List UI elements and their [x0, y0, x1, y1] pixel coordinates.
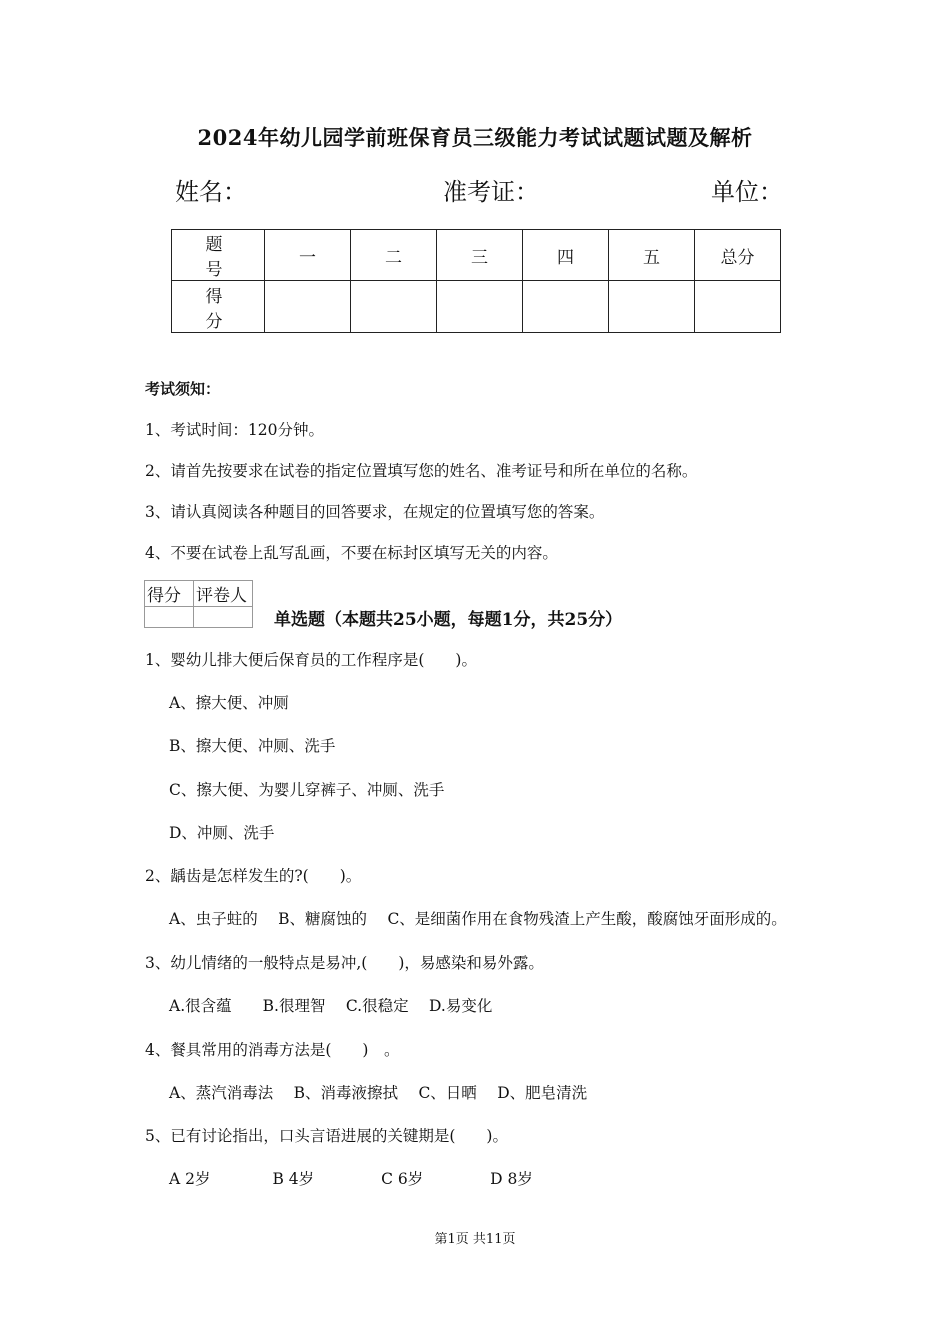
score-input-cell[interactable]: [437, 281, 523, 333]
score-input-cell[interactable]: [695, 281, 781, 333]
question-stem: 1、婴幼儿排大便后保育员的工作程序是( )。: [145, 651, 477, 669]
question-option: B、擦大便、冲厕、洗手: [169, 737, 336, 755]
exam-id-field-label: 准考证：: [443, 178, 539, 206]
notice-item: 1、考试时间：120分钟。: [145, 421, 324, 439]
notice-item: 4、不要在试卷上乱写乱画，不要在标封区填写无关的内容。: [145, 544, 558, 562]
score-table: [171, 229, 781, 333]
score-table-header-label: 题 号: [172, 230, 265, 281]
grader-score-cell[interactable]: [145, 607, 194, 628]
section-title: 单选题（本题共25小题，每题1分，共25分）: [274, 610, 623, 630]
question-options-line: A 2岁 B 4岁 C 6岁 D 8岁: [169, 1170, 533, 1188]
question-options-line: A.很含蕴 B.很理智 C.很稳定 D.易变化: [169, 997, 493, 1015]
page-footer: 第1页 共11页: [434, 1232, 516, 1247]
question-stem: 4、餐具常用的消毒方法是( ) 。: [145, 1041, 400, 1059]
grader-score-label: 得分: [145, 581, 194, 607]
score-table-header-cell: 总分: [695, 230, 781, 281]
question-stem: 3、幼儿情绪的一般特点是易冲,( )，易感染和易外露。: [145, 954, 544, 972]
question-option: D、冲厕、洗手: [169, 824, 275, 842]
question-stem: 5、已有讨论指出，口头言语进展的关键期是( )。: [145, 1127, 508, 1145]
document-title: 2024年幼儿园学前班保育员三级能力考试试题试题及解析: [197, 125, 753, 150]
score-table-header-cell: 一: [265, 230, 351, 281]
score-table-header-cell: 二: [351, 230, 437, 281]
notice-item: 3、请认真阅读各种题目的回答要求，在规定的位置填写您的答案。: [145, 503, 605, 521]
score-input-cell[interactable]: [351, 281, 437, 333]
score-table-header-cell: 三: [437, 230, 523, 281]
score-table-header-row: [172, 230, 781, 281]
name-field-label: 姓名：: [175, 178, 247, 206]
score-input-cell[interactable]: [523, 281, 609, 333]
score-table-score-row: [172, 281, 781, 333]
question-options-line: A、蒸汽消毒法 B、消毒液擦拭 C、日晒 D、肥皂清洗: [169, 1084, 588, 1102]
score-table-row-label: 得 分: [172, 281, 265, 333]
score-table-header-cell: 五: [609, 230, 695, 281]
question-option: C、擦大便、为婴儿穿裤子、冲厕、洗手: [169, 781, 445, 799]
notice-item: 2、请首先按要求在试卷的指定位置填写您的姓名、准考证号和所在单位的名称。: [145, 462, 698, 480]
grader-reviewer-cell[interactable]: [194, 607, 253, 628]
question-options-line: A、虫子蛀的 B、糖腐蚀的 C、是细菌作用在食物残渣上产生酸，酸腐蚀牙面形成的。: [169, 910, 787, 928]
score-table-header-cell: 四: [523, 230, 609, 281]
grader-reviewer-label: 评卷人: [194, 581, 253, 607]
question-stem: 2、龋齿是怎样发生的?( )。: [145, 867, 362, 885]
question-option: A、擦大便、冲厕: [169, 694, 289, 712]
score-input-cell[interactable]: [609, 281, 695, 333]
grader-box: [144, 580, 253, 628]
unit-field-label: 单位：: [711, 178, 783, 206]
notice-title: 考试须知：: [145, 380, 221, 398]
